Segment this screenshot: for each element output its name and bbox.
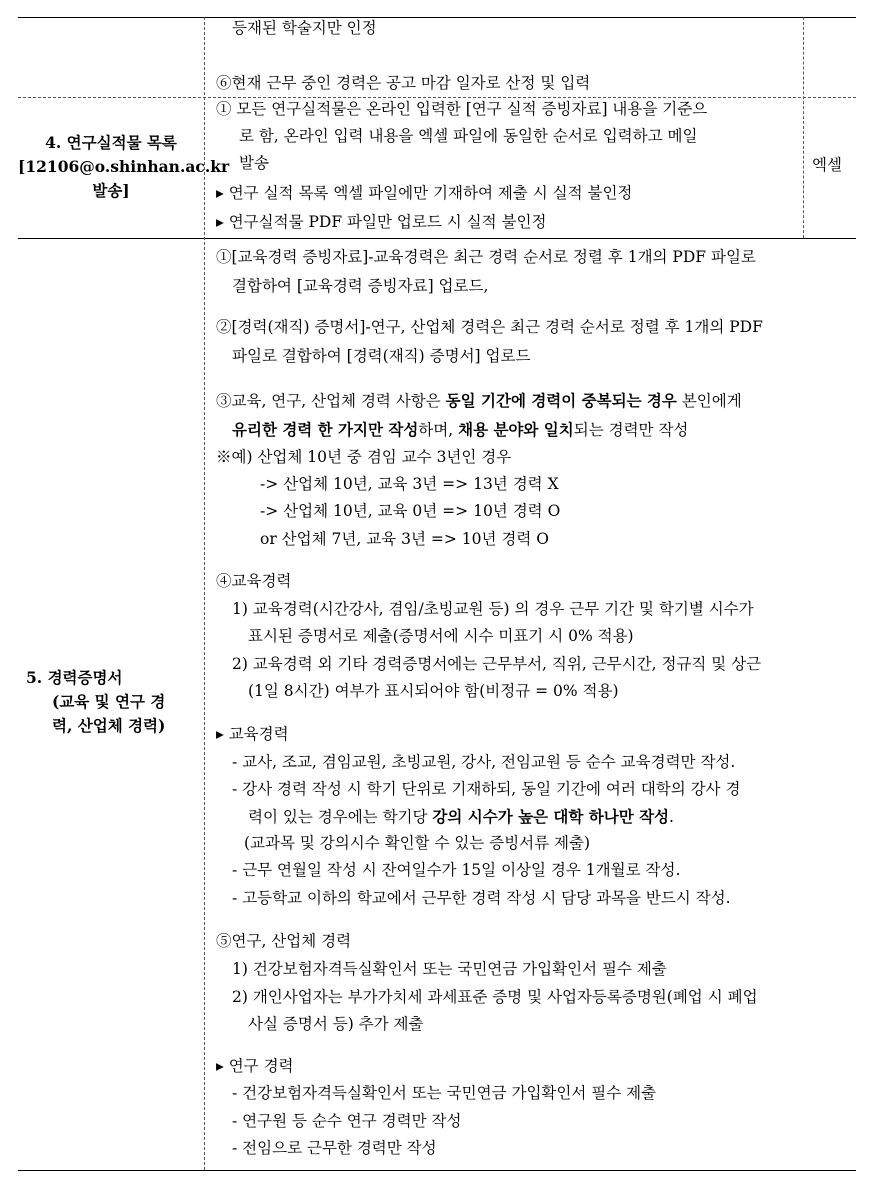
row5-p4-item1-line-2: 표시된 증명서로 제출(증명서에 시수 미표기 시 0% 적용) [248, 627, 634, 645]
row4-item1-line-3: 발송 [239, 154, 269, 172]
row5-example-3: -> 산업체 10년, 교육 0년 => 10년 경력 O [260, 502, 561, 520]
row5-p4-item1-line-1: 1) 교육경력(시간강사, 겸임/초빙교원 등) 의 경우 근무 기간 및 학기별 시수가 [232, 600, 754, 618]
row5-p5-item-2-line-1: 2) 개인사업자는 부가가치세 과세표준 증명 및 사업자등록증명원(폐업 시 폐업 [232, 988, 758, 1006]
row5-p3-text-c: 본인에게 [676, 392, 742, 410]
row5-edu-item-2-line-1: - 강사 경력 작성 시 학기 단위로 기재하되, 동일 기간에 여러 대학의 강사 경 [232, 780, 741, 798]
row5-p3-line-2 [232, 417, 688, 443]
row5-edu-item-2-line-3: (교과목 및 강의시수 확인할 수 있는 증빙서류 제출) [244, 834, 591, 852]
row5-p3-bold-f: 채용 분야와 일치 [458, 420, 574, 439]
row4-bullet-2: ▸ 연구실적물 PDF 파일만 업로드 시 실적 불인정 [216, 213, 547, 231]
column-divider-right [803, 17, 804, 238]
row5-p5-heading: ⑤연구, 산업체 경력 [216, 932, 352, 950]
row5-p5-item-1: 1) 건강보험자격득실확인서 또는 국민연금 가입확인서 필수 제출 [232, 960, 667, 978]
row5-research-heading: ▸ 연구 경력 [216, 1057, 294, 1075]
row5-title [26, 666, 204, 738]
row-divider-5 [18, 238, 856, 239]
row5-edu2-bold-b: 강의 시수가 높은 대학 하나만 작성 [432, 807, 670, 826]
row5-edu-item-3: - 근무 연월일 작성 시 잔여일수가 15일 이상일 경우 1개월로 작성. [232, 861, 681, 879]
row5-example-4: or 산업체 7년, 교육 3년 => 10년 경력 O [260, 530, 549, 548]
row5-p4-item2-line-1: 2) 교육경력 외 기타 경력증명서에는 근무부서, 직위, 근무시간, 정규직 및 상근 [232, 655, 762, 673]
row4-title-line-1: 4. 연구실적물 목록 [45, 133, 177, 152]
row4-title-line-3: 발송] [92, 181, 130, 200]
row5-p1-line-1: ①[교육경력 증빙자료]-교육경력은 최근 경력 순서로 정렬 후 1개의 PDF 파일로 [216, 248, 756, 266]
row5-title-line-3: 력, 산업체 경력) [52, 716, 166, 735]
row5-p3-text-e: 하며, [418, 421, 459, 439]
row5-p4-item2-line-2: (1일 8시간) 여부가 표시되어야 함(비정규 = 0% 적용) [248, 682, 619, 700]
row5-p2-line-1: ②[경력(재직) 증명서]-연구, 산업체 경력은 최근 경력 순서로 정렬 후 1개의 PDF [216, 318, 763, 336]
row5-p4-heading: ④교육경력 [216, 572, 292, 590]
row5-p5-item-2-line-2: 사실 증명서 등) 추가 제출 [248, 1015, 424, 1033]
row4-title [18, 131, 230, 203]
row4-item1-line-1: ① 모든 연구실적물은 온라인 입력한 [연구 실적 증빙자료] 내용을 기준으 [216, 100, 708, 118]
table-bottom-border [18, 1170, 856, 1171]
row5-example-1: ※예) 산업체 10년 중 겸임 교수 3년인 경우 [216, 448, 512, 466]
row5-p3-bold-b: 동일 기간에 경력이 중복되는 경우 [445, 391, 677, 410]
row5-title-line-1: 5. 경력증명서 [26, 668, 123, 687]
row5-p3-bold-d: 유리한 경력 한 가지만 작성 [232, 420, 419, 439]
row5-p2-line-2: 파일로 결합하여 [경력(재직) 증명서] 업로드 [232, 347, 531, 365]
top-row-line-1: 등재된 학술지만 인정 [232, 19, 377, 37]
row5-p3-text-g: 되는 경력만 작성 [573, 421, 689, 439]
table-top-border [18, 17, 856, 18]
row5-edu-heading: ▸ 교육경력 [216, 725, 289, 743]
row4-bullet-1: ▸ 연구 실적 목록 엑셀 파일에만 기재하여 제출 시 실적 불인정 [216, 184, 633, 202]
row5-example-2: -> 산업체 10년, 교육 3년 => 13년 경력 X [260, 475, 559, 493]
row5-research-item-2: - 연구원 등 순수 연구 경력만 작성 [232, 1112, 462, 1130]
row5-research-item-1: - 건강보험자격득실확인서 또는 국민연금 가입확인서 필수 제출 [232, 1084, 657, 1102]
row5-edu-item-4: - 고등학교 이하의 학교에서 근무한 경력 작성 시 담당 과목을 반드시 작성. [232, 889, 731, 907]
row5-edu2-text-c: . [669, 808, 674, 826]
row5-p1-line-2: 결합하여 [교육경력 증빙자료] 업로드, [232, 277, 489, 295]
column-divider-left [204, 17, 205, 1170]
top-row-line-2: ⑥현재 근무 중인 경력은 공고 마감 일자로 산정 및 입력 [216, 74, 591, 92]
row5-edu-item-1: - 교사, 조교, 겸임교원, 초빙교원, 강사, 전임교원 등 순수 교육경력만 작성. [232, 753, 736, 771]
row4-title-line-2: [12106@o.shinhan.ac.kr [18, 157, 230, 176]
row5-p3-line-1 [216, 388, 742, 414]
row5-title-line-2: (교육 및 연구 경 [52, 692, 166, 711]
row5-research-item-3: - 전임으로 근무한 경력만 작성 [232, 1139, 437, 1157]
row4-right-label: 엑셀 [812, 156, 842, 174]
row4-item1-line-2: 로 함, 온라인 입력 내용을 엑셀 파일에 동일한 순서로 입력하고 메일 [239, 127, 698, 145]
row5-edu-item-2-line-2 [248, 804, 674, 830]
row5-edu2-text-a: 력이 있는 경우에는 학기당 [248, 808, 433, 826]
row5-p3-text-a: ③교육, 연구, 산업체 경력 사항은 [216, 392, 446, 410]
